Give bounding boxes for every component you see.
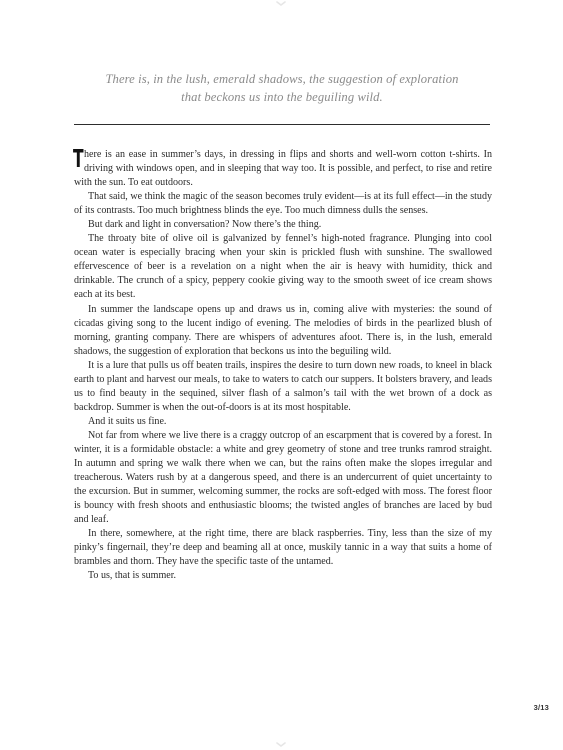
page-indicator: 3/13 — [533, 703, 549, 712]
pull-quote — [74, 70, 490, 106]
article-body — [73, 144, 492, 583]
article-paragraph: To us, that is summer. — [88, 570, 177, 582]
article-paragraph: And it suits us fine. — [88, 415, 167, 427]
article-paragraph: The throaty bite of olive oil is galvanized by fennel’s high-noted fragrance. Plunging into cool ocean water is especially bracing when your skin is prickled flush with sunshine. The swallowed effervescence of beer is a revelation on a night when the air is heavy with humidity, thick and drinkable. The crunch of a spicy, peppery cookie giving way to the smooth sweet of ice cream shows each at its best. — [74, 233, 492, 301]
article-paragraph: But dark and light in conversation? Now there’s the thing. — [88, 219, 322, 231]
top-pull-handle-icon[interactable] — [271, 0, 291, 10]
pull-quote-line: There is, in the lush, emerald shadows, the suggestion of exploration — [105, 72, 459, 86]
pull-quote-line: that beckons us into the beguiling wild. — [181, 90, 383, 104]
article-paragraph: Not far from where we live there is a craggy outcrop of an escarpment that is covered by a forest. In winter, it is a formidable obstacle: a white and grey geometry of stone and tree trunks ramrod straight. In autumn and spring we walk there when we can, but the rains often make the slopes irregular and treacherous. Waters rush by at a dangerous speed, and there is an undercurrent of quiet uncertainty to the excursion. But in summer, welcoming summer, the rocks are soft-edged with moss. The forest floor is bouncy with fresh shoots and enthusiastic blooms; the twisted angles of branches are laced by bud and leaf. — [74, 429, 492, 526]
article-paragraph: In summer the landscape opens up and draws us in, coming alive with mysteries: the sound of cicadas giving song to the lucent indigo of evening. The melodies of birds in the pearlized blush of morning, granting company. There are whispers of adventures afoot. There is, in the lush, emerald shadows, the suggestion of exploration that beckons us into the beguiling wild. — [74, 303, 492, 357]
article-paragraph: It is a lure that pulls us off beaten trails, inspires the desire to turn down new roads, to kneel in black earth to plant and harvest our meals, to take to waters to catch our suppers. It bolsters bravery, and leads us to find beauty in the sequined, silver flash of a salmon’s tail with the wet brown of a dock as backdrop. Summer is when the out-of-doors is at its most hospitable. — [74, 359, 492, 413]
paragraph-text: here is an ease in summer’s days, in dressing in flips and shorts and well-worn cotton t-shirts. In driving with windows open, and in sleeping that way too. It is possible, and perfect, to rise and retire with the sun. To eat outdoors. — [74, 149, 492, 189]
drop-cap: T — [73, 144, 84, 173]
article-paragraph — [73, 144, 492, 190]
section-divider — [74, 124, 490, 125]
bottom-pull-handle-icon[interactable] — [271, 740, 291, 750]
article-paragraph: That said, we think the magic of the season becomes truly evident—is at its full effect—in the study of its contrasts. Too much brightness blinds the eye. Too much dimness dulls the senses. — [74, 191, 492, 217]
article-paragraph: In there, somewhere, at the right time, there are black raspberries. Tiny, less than the size of my pinky’s fingernail, they’re deep and beaming all at once, muskily tannic in a way that suits a home of brambles and thorn. They have the specific taste of the untamed. — [74, 528, 492, 568]
